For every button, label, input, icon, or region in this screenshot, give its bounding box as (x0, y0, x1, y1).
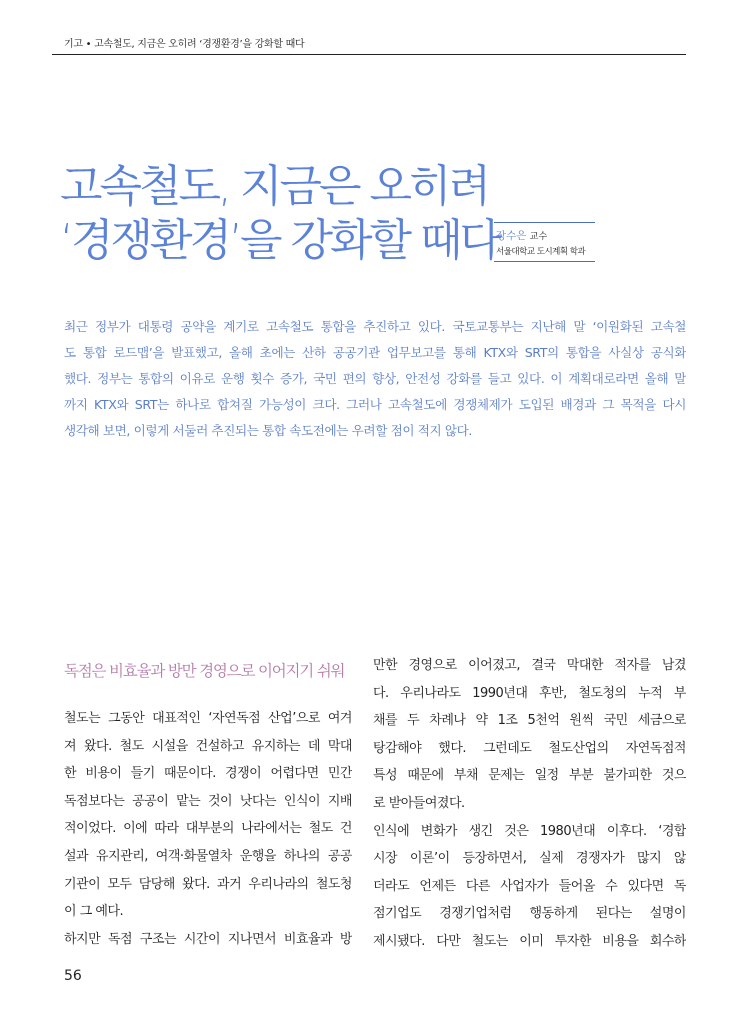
text-line: 이 그 예다. (64, 904, 124, 920)
author-name: 장수은 (496, 230, 527, 242)
title-line-1: 고속철도, 지금은 오히려 (60, 161, 488, 212)
title-line-2: ‘경쟁환경’을 강화할 때다 (60, 215, 499, 266)
text-line: 기관이 모두 담당해 왔다. 과거 우리나라의 철도청 (64, 876, 352, 892)
text-line: 시장 이론’이 등장하면서, 실제 경쟁자가 많지 않 (373, 851, 686, 867)
text-line: 했다. 정부는 통합의 이유로 운행 횟수 증가, 국민 편의 향상, 안전성 강화를 들고 있다. 이 계획대로라면 올해 말 (64, 371, 686, 386)
page-number: 56 (64, 968, 82, 984)
article-title (60, 160, 499, 268)
right-column (373, 652, 686, 956)
text-line: 하지만 독점 구조는 시간이 지나면서 비효율과 방 (64, 931, 352, 947)
text-line: 로 받아들여졌다. (373, 795, 465, 811)
left-column (64, 705, 352, 953)
text-line: 까지 KTX와 SRT는 하나로 합쳐질 가능성이 크다. 그러나 고속철도에 경쟁체제가 도입된 배경과 그 목적을 다시 (64, 397, 686, 412)
text-line: 제시됐다. 다만 철도는 이미 투자한 비용을 회수하 (373, 933, 686, 949)
text-line: 만한 경영으로 이어졌고, 결국 막대한 적자를 남겼 (373, 658, 686, 673)
text-line: 철도는 그동안 대표적인 ‘자연독점 산업’으로 여겨 (64, 711, 352, 726)
text-line: 설과 유지관리, 여객·화물열차 운행을 하나의 공공 (64, 848, 352, 864)
text-line: 도 통합 로드맵’을 발표했고, 올해 초에는 산하 공공기관 업무보고를 통해 KTX와 SRT의 통합을 사실상 공식화 (64, 345, 686, 360)
text-line: 독점보다는 공공이 맡는 것이 낫다는 인식이 지배 (64, 793, 352, 809)
text-line: 채를 두 차례나 약 1조 5천억 원씩 국민 세금으로 (373, 713, 686, 729)
text-line: 적이었다. 이에 따라 대부분의 나라에서는 철도 건 (64, 821, 352, 837)
section-subheading: 독점은 비효율과 방만 경영으로 이어지기 쉬워 (64, 662, 345, 680)
text-line: 점기업도 경쟁기업처럼 행동하게 된다는 설명이 (373, 906, 686, 922)
text-line: 최근 정부가 대통령 공약을 계기로 고속철도 통합을 추진하고 있다. 국토교통부는 지난해 말 ‘이원화된 고속철 (64, 319, 686, 334)
text-line: 탕감해야 했다. 그런데도 철도산업의 자연독점적 (373, 740, 686, 756)
text-line: 특성 때문에 부채 문제는 일정 부분 불가피한 것으 (373, 768, 686, 784)
running-header: 기고 • 고속철도, 지금은 오히려 ‘경쟁환경’을 강화할 때다 (64, 39, 305, 50)
header-rule (52, 54, 686, 55)
text-line: 한 비용이 들기 때문이다. 경쟁이 어렵다면 민간 (64, 766, 352, 782)
text-line: 다. 우리나라도 1990년대 후반, 철도청의 누적 부 (373, 685, 686, 701)
text-line: 인식에 변화가 생긴 것은 1980년대 이후다. ‘경합 (373, 823, 686, 839)
author-affiliation: 서울대학교 도시계획 학과 (496, 247, 586, 257)
author-role: 교수 (529, 232, 548, 242)
text-line: 져 왔다. 철도 시설을 건설하고 유지하는 데 막대 (64, 738, 352, 754)
author-block (494, 222, 595, 262)
text-line: 생각해 보면, 이렇게 서둘러 추진되는 통합 속도전에는 우려할 점이 적지 않다. (64, 423, 472, 438)
lead-paragraph (64, 314, 686, 444)
text-line: 더라도 언제든 다른 사업자가 들어올 수 있다면 독 (373, 878, 686, 894)
